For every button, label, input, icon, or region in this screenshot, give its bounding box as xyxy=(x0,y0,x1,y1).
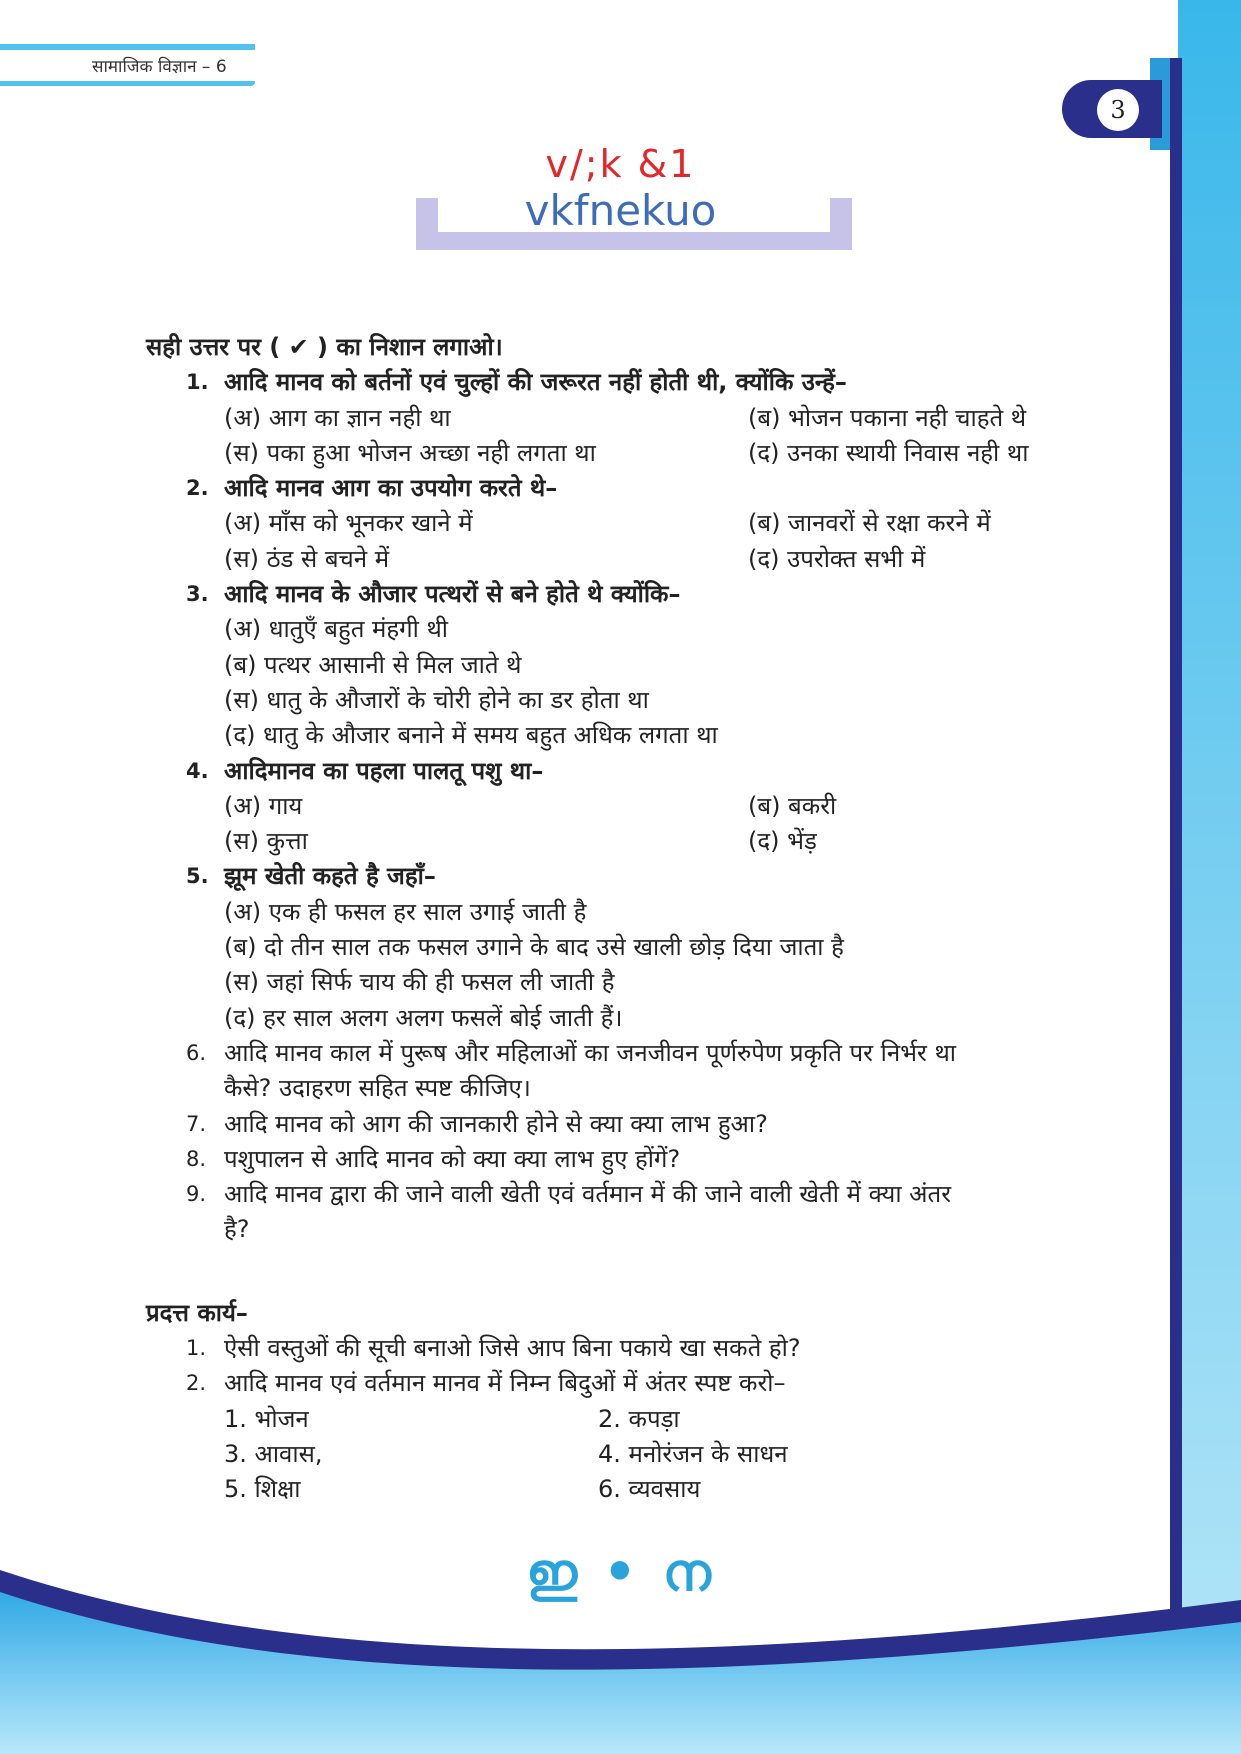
point: 6. व्यवसाय xyxy=(598,1475,701,1504)
question-3: 3. आदि मानव के औजार पत्थरों से बने होते थे क्योंकि– xyxy=(146,577,1146,612)
points-row xyxy=(146,1402,1146,1437)
option: (अ) आग का ज्ञान नही था xyxy=(224,403,451,432)
point: 3. आवास, xyxy=(224,1439,323,1468)
page-number: 3 xyxy=(1097,89,1139,131)
options-row xyxy=(146,789,1146,824)
points-row xyxy=(146,1472,1146,1507)
option: (स) कुत्ता xyxy=(224,827,308,856)
option: (द) उनका स्थायी निवास नही था xyxy=(748,438,1029,467)
footer-flourish: ഇ • ന xyxy=(526,1542,715,1603)
point: 1. भोजन xyxy=(224,1404,309,1433)
option: (स) धातु के औजारों के चोरी होने का डर होता था xyxy=(224,685,649,714)
point: 5. शिक्षा xyxy=(224,1475,301,1504)
right-side-band xyxy=(1178,0,1241,1620)
question-9: 9. आदि मानव द्वारा की जाने वाली खेती एवं वर्तमान में की जाने वाली खेती में क्या अंतर xyxy=(146,1177,1146,1212)
activity-item-2: 2. आदि मानव एवं वर्तमान मानव में निम्न बिदुओं में अंतर स्पष्ट करो– xyxy=(146,1366,1146,1401)
options-row xyxy=(146,506,1146,541)
activity-text: ऐसी वस्तुओं की सूची बनाओ जिसे आप बिना पकाये खा सकते हो? xyxy=(224,1334,801,1363)
question-2: 2. आदि मानव आग का उपयोग करते थे– xyxy=(146,471,1146,506)
option: (ब) दो तीन साल तक फसल उगाने के बाद उसे खाली छोड़ दिया जाता है xyxy=(224,933,844,962)
option: (स) पका हुआ भोजन अच्छा नही लगता था xyxy=(224,438,596,467)
option: (ब) बकरी xyxy=(748,791,837,820)
question-text: झूम खेती कहते है जहाँ– xyxy=(224,862,436,891)
question-text: आदि मानव को आग की जानकारी होने से क्या क्या लाभ हुआ? xyxy=(224,1109,768,1138)
question-8: 8. पशुपालन से आदि मानव को क्या क्या लाभ हुए होंगें? xyxy=(146,1142,1146,1177)
question-7: 7. आदि मानव को आग की जानकारी होने से क्या क्या लाभ हुआ? xyxy=(146,1107,1146,1142)
option: (अ) एक ही फसल हर साल उगाई जाती है xyxy=(224,897,587,926)
option: (द) धातु के औजार बनाने में समय बहुत अधिक लगता था xyxy=(224,721,718,750)
activity-text: आदि मानव एवं वर्तमान मानव में निम्न बिदुओं में अंतर स्पष्ट करो– xyxy=(224,1369,786,1398)
section-heading: सही उत्तर पर ( ✔ ) का निशान लगाओ। xyxy=(146,333,503,361)
header-rule-bottom xyxy=(0,81,255,86)
options-row xyxy=(146,542,1146,577)
point: 4. मनोरंजन के साधन xyxy=(598,1439,788,1468)
question-1: 1. आदि मानव को बर्तनों एवं चुल्हों की जरूरत नहीं होती थी, क्योंकि उन्हें– xyxy=(146,365,1146,400)
header-subject: सामाजिक विज्ञान – 6 xyxy=(92,57,227,77)
option: (अ) माँस को भूनकर खाने में xyxy=(224,509,473,538)
option: (स) ठंड से बचने में xyxy=(224,544,390,573)
options-row xyxy=(146,401,1146,436)
right-side-rule xyxy=(1170,58,1182,1618)
option: (द) भेंड़ xyxy=(748,827,817,856)
question-continuation: कैसे? उदाहरण सहित स्पष्ट कीजिए। xyxy=(224,1074,531,1103)
option: (द) उपरोक्त सभी में xyxy=(748,544,926,573)
point: 2. कपड़ा xyxy=(598,1404,680,1433)
option: (अ) गाय xyxy=(224,791,303,820)
chapter-title: vkfnekuo xyxy=(524,186,717,235)
points-row xyxy=(146,1437,1146,1472)
option: (ब) जानवरों से रक्षा करने में xyxy=(748,509,991,538)
options-row xyxy=(146,824,1146,859)
option: (द) हर साल अलग अलग फसलें बोई जाती हैं। xyxy=(224,1003,623,1032)
question-text: आदि मानव के औजार पत्थरों से बने होते थे क्योंकि– xyxy=(224,580,681,609)
options-row xyxy=(146,436,1146,471)
question-text: आदि मानव को बर्तनों एवं चुल्हों की जरूरत नहीं होती थी, क्योंकि उन्हें– xyxy=(224,368,847,397)
option: (ब) भोजन पकाना नही चाहते थे xyxy=(748,403,1027,432)
activity-item-1: 1. ऐसी वस्तुओं की सूची बनाओ जिसे आप बिना पकाये खा सकते हो? xyxy=(146,1331,1146,1366)
option: (अ) धातुएँ बहुत मंहगी थी xyxy=(224,615,449,644)
header-rule-top xyxy=(0,44,255,50)
chapter-number: v/;k &1 xyxy=(545,142,696,186)
question-text: आदिमानव का पहला पालतू पशु था– xyxy=(224,756,544,785)
question-6: 6. आदि मानव काल में पुरूष और महिलाओं का जनजीवन पूर्णरुपेण प्रकृति पर निर्भर था xyxy=(146,1036,1146,1071)
section-gap xyxy=(146,1248,1146,1296)
question-5: 5. झूम खेती कहते है जहाँ– xyxy=(146,859,1146,894)
option: (ब) पत्थर आसानी से मिल जाते थे xyxy=(224,650,522,679)
option: (स) जहां सिर्फ चाय की ही फसल ली जाती है xyxy=(224,968,615,997)
question-4: 4. आदिमानव का पहला पालतू पशु था– xyxy=(146,754,1146,789)
question-text: आदि मानव द्वारा की जाने वाली खेती एवं वर्तमान में की जाने वाली खेती में क्या अंतर xyxy=(224,1180,952,1209)
question-text: आदि मानव काल में पुरूष और महिलाओं का जनजीवन पूर्णरुपेण प्रकृति पर निर्भर था xyxy=(224,1038,957,1067)
question-continuation: है? xyxy=(224,1215,250,1244)
activity-heading: प्रदत्त कार्य– xyxy=(146,1298,248,1327)
question-text: आदि मानव आग का उपयोग करते थे– xyxy=(224,474,558,503)
question-text: पशुपालन से आदि मानव को क्या क्या लाभ हुए होंगें? xyxy=(224,1144,681,1173)
exercise-content xyxy=(146,330,1146,1508)
